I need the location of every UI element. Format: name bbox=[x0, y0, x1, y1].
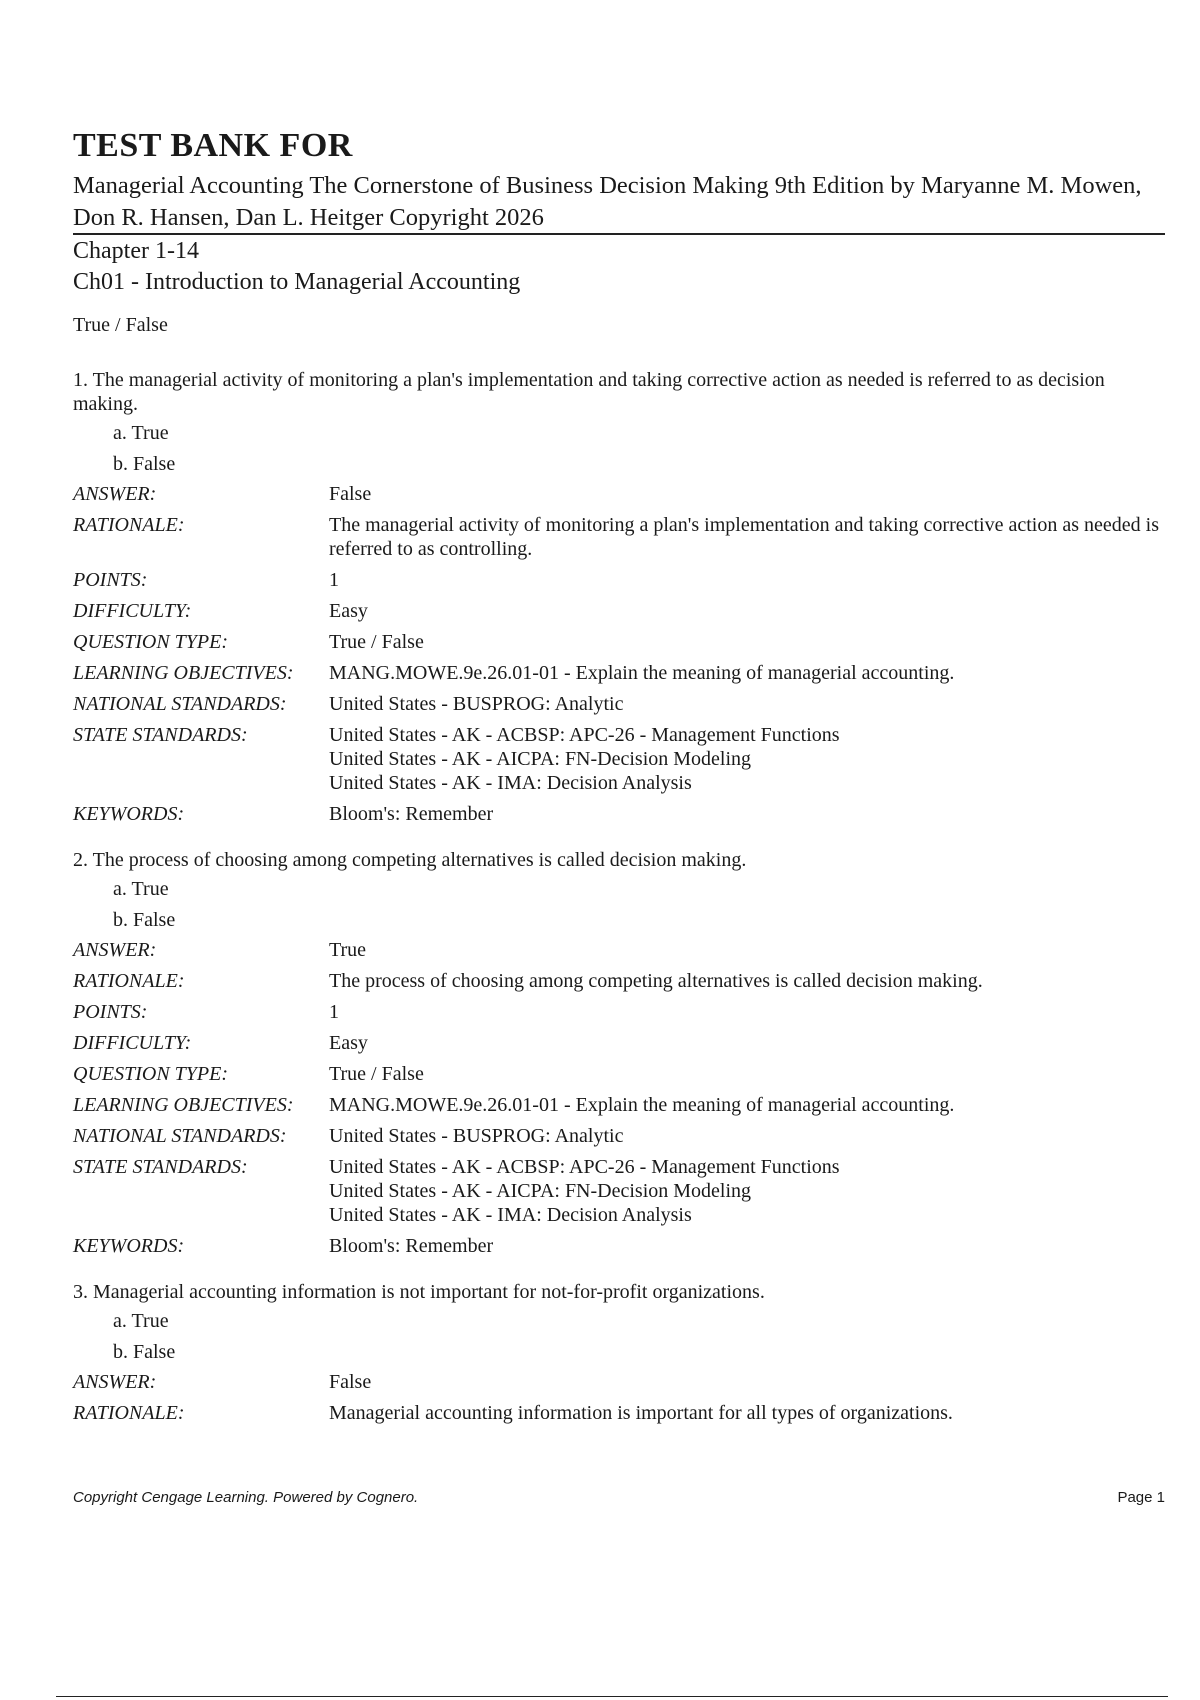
keywords-label: KEYWORDS: bbox=[73, 803, 185, 825]
keywords-value: Bloom's: Remember bbox=[329, 1235, 494, 1257]
chapter-range: Chapter 1-14 bbox=[73, 238, 199, 264]
learning-objectives-value: MANG.MOWE.9e.26.01-01 - Explain the meaning of managerial accounting. bbox=[329, 662, 955, 684]
chapter-title: Ch01 - Introduction to Managerial Accounting bbox=[73, 269, 521, 295]
learning-objectives-value: MANG.MOWE.9e.26.01-01 - Explain the meaning of managerial accounting. bbox=[329, 1094, 955, 1116]
header-divider bbox=[73, 233, 1165, 235]
footer-copyright: Copyright Cengage Learning. Powered by Cognero. bbox=[73, 1489, 419, 1506]
points-value: 1 bbox=[329, 569, 339, 591]
question-type-value: True / False bbox=[329, 1063, 424, 1085]
question-type-value: True / False bbox=[329, 631, 424, 653]
question-type-row bbox=[73, 1062, 1165, 1086]
state-standard-item: United States - AK - ACBSP: APC-26 - Management Functions bbox=[329, 1156, 840, 1178]
answer-options bbox=[73, 418, 1165, 480]
national-standards-label: NATIONAL STANDARDS: bbox=[73, 1125, 287, 1147]
points-row bbox=[73, 568, 1165, 592]
points-row bbox=[73, 1000, 1165, 1024]
answer-options bbox=[73, 1306, 1165, 1368]
state-standards-values bbox=[329, 1155, 1165, 1227]
rationale-value: Managerial accounting information is important for all types of organizations. bbox=[329, 1402, 953, 1424]
points-value: 1 bbox=[329, 1001, 339, 1023]
option-a: a. True bbox=[113, 1310, 169, 1332]
state-standard-item: United States - AK - AICPA: FN-Decision Modeling bbox=[329, 1180, 752, 1202]
option-b: b. False bbox=[113, 453, 176, 475]
rationale-row bbox=[73, 513, 1165, 561]
answer-label: ANSWER: bbox=[73, 483, 157, 505]
answer-value: True bbox=[329, 939, 367, 961]
rationale-label: RATIONALE: bbox=[73, 970, 185, 992]
state-standards-row bbox=[73, 1155, 1165, 1227]
rationale-label: RATIONALE: bbox=[73, 1402, 185, 1424]
state-standards-values bbox=[329, 723, 1165, 795]
answer-value: False bbox=[329, 483, 372, 505]
question-stem: 3. Managerial accounting information is not important for not-for-profit organizations. bbox=[73, 1281, 765, 1303]
question-type-label: QUESTION TYPE: bbox=[73, 631, 229, 653]
difficulty-value: Easy bbox=[329, 1032, 368, 1054]
answer-options bbox=[73, 874, 1165, 936]
option-b: b. False bbox=[113, 1341, 176, 1363]
state-standard-item: United States - AK - AICPA: FN-Decision Modeling bbox=[329, 748, 752, 770]
page-number: Page 1 bbox=[1117, 1489, 1165, 1506]
national-standards-label: NATIONAL STANDARDS: bbox=[73, 693, 287, 715]
question-3 bbox=[73, 1280, 1165, 1425]
state-standard-item: United States - AK - IMA: Decision Analysis bbox=[329, 772, 692, 794]
answer-row bbox=[73, 938, 1165, 962]
answer-value: False bbox=[329, 1371, 372, 1393]
state-standards-label: STATE STANDARDS: bbox=[73, 1156, 248, 1178]
rationale-row bbox=[73, 969, 1165, 993]
rationale-row bbox=[73, 1401, 1165, 1425]
learning-objectives-label: LEARNING OBJECTIVES: bbox=[73, 1094, 294, 1116]
option-a: a. True bbox=[113, 878, 169, 900]
national-standards-row bbox=[73, 692, 1165, 716]
keywords-label: KEYWORDS: bbox=[73, 1235, 185, 1257]
question-type-label: QUESTION TYPE: bbox=[73, 1063, 229, 1085]
keywords-row bbox=[73, 802, 1165, 826]
difficulty-row bbox=[73, 599, 1165, 623]
question-2 bbox=[73, 848, 1165, 1258]
national-standards-value: United States - BUSPROG: Analytic bbox=[329, 1125, 624, 1147]
national-standards-row bbox=[73, 1124, 1165, 1148]
state-standards-row bbox=[73, 723, 1165, 795]
answer-row bbox=[73, 1370, 1165, 1394]
document-title: TEST BANK FOR bbox=[73, 127, 353, 164]
points-label: POINTS: bbox=[73, 1001, 148, 1023]
question-stem: 1. The managerial activity of monitoring a plan's implementation and taking corrective action as needed is referred to as decision making. bbox=[73, 369, 1105, 415]
points-label: POINTS: bbox=[73, 569, 148, 591]
difficulty-row bbox=[73, 1031, 1165, 1055]
rationale-label: RATIONALE: bbox=[73, 514, 185, 536]
section-heading: True / False bbox=[73, 314, 168, 336]
state-standard-item: United States - AK - IMA: Decision Analysis bbox=[329, 1204, 692, 1226]
option-b: b. False bbox=[113, 909, 176, 931]
question-list bbox=[73, 368, 1165, 1447]
keywords-value: Bloom's: Remember bbox=[329, 803, 494, 825]
difficulty-value: Easy bbox=[329, 600, 368, 622]
option-a: a. True bbox=[113, 422, 169, 444]
national-standards-value: United States - BUSPROG: Analytic bbox=[329, 693, 624, 715]
state-standards-label: STATE STANDARDS: bbox=[73, 724, 248, 746]
rationale-value: The process of choosing among competing alternatives is called decision making. bbox=[329, 970, 983, 992]
learning-objectives-row bbox=[73, 661, 1165, 685]
answer-label: ANSWER: bbox=[73, 939, 157, 961]
question-1 bbox=[73, 368, 1165, 826]
document-subtitle: Managerial Accounting The Cornerstone of Business Decision Making 9th Edition by Maryanne M. Mowen, Don R. Hansen, Dan L. Heitger Copyright 2026 bbox=[73, 172, 1142, 231]
answer-label: ANSWER: bbox=[73, 1371, 157, 1393]
learning-objectives-label: LEARNING OBJECTIVES: bbox=[73, 662, 294, 684]
keywords-row bbox=[73, 1234, 1165, 1258]
question-type-row bbox=[73, 630, 1165, 654]
page-bottom-divider bbox=[56, 1696, 1168, 1697]
state-standard-item: United States - AK - ACBSP: APC-26 - Management Functions bbox=[329, 724, 840, 746]
difficulty-label: DIFFICULTY: bbox=[73, 1032, 192, 1054]
question-stem: 2. The process of choosing among competing alternatives is called decision making. bbox=[73, 849, 747, 871]
answer-row bbox=[73, 482, 1165, 506]
rationale-value: The managerial activity of monitoring a plan's implementation and taking corrective action as needed is referred to as controlling. bbox=[329, 514, 1159, 560]
learning-objectives-row bbox=[73, 1093, 1165, 1117]
difficulty-label: DIFFICULTY: bbox=[73, 600, 192, 622]
